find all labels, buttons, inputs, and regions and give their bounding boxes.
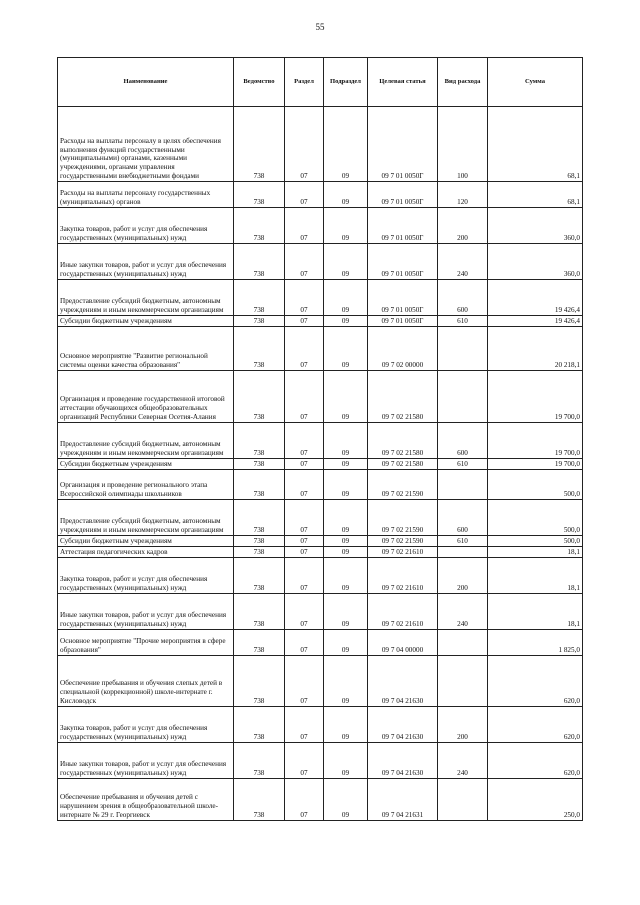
- cell-vid-rashoda: [438, 656, 488, 707]
- table-row: [58, 182, 583, 208]
- header-celevaya-statya: Целевая статья: [368, 58, 438, 107]
- cell-name: Закупка товаров, работ и услуг для обеспечения государственных (муниципальных) нужд: [58, 558, 234, 594]
- cell-celevaya-statya: 09 7 01 0050Г: [368, 280, 438, 316]
- cell-vedomstvo: 738: [234, 459, 285, 470]
- cell-celevaya-statya: 09 7 02 21580: [368, 423, 438, 459]
- cell-celevaya-statya: 09 7 02 21610: [368, 558, 438, 594]
- cell-razdel: 07: [285, 558, 324, 594]
- cell-razdel: 07: [285, 536, 324, 547]
- cell-summa: 18,1: [488, 547, 583, 558]
- cell-summa: 18,1: [488, 594, 583, 630]
- cell-name: Обеспечение пребывания и обучения детей с нарушением зрения в общеобразовательной школе-интернате № 29 г. Георгиевск: [58, 779, 234, 821]
- cell-podrazdel: 09: [324, 594, 368, 630]
- cell-name: Предоставление субсидий бюджетным, автономным учреждениям и иным некоммерческим организациям: [58, 280, 234, 316]
- cell-razdel: 07: [285, 208, 324, 244]
- cell-vid-rashoda: [438, 371, 488, 423]
- cell-podrazdel: 09: [324, 244, 368, 280]
- cell-summa: 68,1: [488, 182, 583, 208]
- cell-name: Организация и проведение государственной итоговой аттестации обучающихся общеобразовательных организаций Республики Северная Осетия-Алания: [58, 371, 234, 423]
- cell-celevaya-statya: 09 7 01 0050Г: [368, 244, 438, 280]
- cell-celevaya-statya: 09 7 02 21590: [368, 500, 438, 536]
- cell-podrazdel: 09: [324, 459, 368, 470]
- cell-vid-rashoda: 100: [438, 107, 488, 182]
- cell-razdel: 07: [285, 779, 324, 821]
- cell-podrazdel: 09: [324, 500, 368, 536]
- table-row: [58, 547, 583, 558]
- cell-vedomstvo: 738: [234, 423, 285, 459]
- cell-summa: 500,0: [488, 500, 583, 536]
- cell-podrazdel: 09: [324, 779, 368, 821]
- cell-name: Иные закупки товаров, работ и услуг для обеспечения государственных (муниципальных) нужд: [58, 594, 234, 630]
- cell-celevaya-statya: 09 7 02 21590: [368, 536, 438, 547]
- cell-name: Основное мероприятие "Развитие региональной системы оценки качества образования": [58, 327, 234, 371]
- cell-name: Иные закупки товаров, работ и услуг для обеспечения государственных (муниципальных) нужд: [58, 743, 234, 779]
- cell-razdel: 07: [285, 107, 324, 182]
- table-row: [58, 107, 583, 182]
- table-row: [58, 656, 583, 707]
- cell-vedomstvo: 738: [234, 244, 285, 280]
- table-row: [58, 630, 583, 656]
- cell-vid-rashoda: 600: [438, 280, 488, 316]
- cell-vedomstvo: 738: [234, 547, 285, 558]
- cell-razdel: 07: [285, 743, 324, 779]
- table-row: [58, 244, 583, 280]
- cell-vid-rashoda: [438, 547, 488, 558]
- cell-razdel: 07: [285, 280, 324, 316]
- cell-vid-rashoda: 600: [438, 500, 488, 536]
- table-row: [58, 208, 583, 244]
- header-summa: Сумма: [488, 58, 583, 107]
- cell-vedomstvo: 738: [234, 630, 285, 656]
- cell-podrazdel: 09: [324, 371, 368, 423]
- cell-name: Расходы на выплаты персоналу в целях обеспечения выполнения функций государственными (муниципальными) органами, казенными учреждениями, органами управления государственными внебюджетными фондами: [58, 107, 234, 182]
- budget-table: [57, 57, 583, 821]
- cell-celevaya-statya: 09 7 01 0050Г: [368, 316, 438, 327]
- table-row: [58, 423, 583, 459]
- table-row: [58, 707, 583, 743]
- cell-razdel: 07: [285, 594, 324, 630]
- cell-summa: 360,0: [488, 208, 583, 244]
- cell-razdel: 07: [285, 371, 324, 423]
- cell-razdel: 07: [285, 423, 324, 459]
- cell-podrazdel: 09: [324, 743, 368, 779]
- cell-vid-rashoda: [438, 779, 488, 821]
- cell-celevaya-statya: 09 7 02 21610: [368, 547, 438, 558]
- page-number: 55: [315, 22, 325, 32]
- header-razdel: Раздел: [285, 58, 324, 107]
- cell-vedomstvo: 738: [234, 208, 285, 244]
- header-vid-rashoda: Вид расхода: [438, 58, 488, 107]
- cell-vid-rashoda: 610: [438, 459, 488, 470]
- cell-razdel: 07: [285, 182, 324, 208]
- cell-razdel: 07: [285, 547, 324, 558]
- cell-vid-rashoda: 610: [438, 536, 488, 547]
- cell-vid-rashoda: 240: [438, 743, 488, 779]
- cell-razdel: 07: [285, 630, 324, 656]
- cell-summa: 1 825,0: [488, 630, 583, 656]
- cell-celevaya-statya: 09 7 04 21630: [368, 656, 438, 707]
- cell-celevaya-statya: 09 7 04 21630: [368, 707, 438, 743]
- cell-podrazdel: 09: [324, 423, 368, 459]
- cell-name: Аттестация педагогических кадров: [58, 547, 234, 558]
- cell-vedomstvo: 738: [234, 536, 285, 547]
- cell-podrazdel: 09: [324, 208, 368, 244]
- cell-summa: 19 426,4: [488, 280, 583, 316]
- cell-vid-rashoda: 240: [438, 594, 488, 630]
- table-row: [58, 280, 583, 316]
- cell-name: Организация и проведение регионального этапа Всероссийской олимпиады школьников: [58, 470, 234, 500]
- cell-summa: 500,0: [488, 470, 583, 500]
- cell-summa: 500,0: [488, 536, 583, 547]
- cell-vedomstvo: 738: [234, 743, 285, 779]
- cell-podrazdel: 09: [324, 316, 368, 327]
- cell-name: Иные закупки товаров, работ и услуг для обеспечения государственных (муниципальных) нужд: [58, 244, 234, 280]
- header-vedomstvo: Ведомство: [234, 58, 285, 107]
- header-name: Наименование: [58, 58, 234, 107]
- cell-celevaya-statya: 09 7 02 00000: [368, 327, 438, 371]
- cell-vid-rashoda: [438, 327, 488, 371]
- cell-vedomstvo: 738: [234, 182, 285, 208]
- cell-vedomstvo: 738: [234, 316, 285, 327]
- cell-celevaya-statya: 09 7 02 21580: [368, 371, 438, 423]
- table-row: [58, 327, 583, 371]
- cell-name: Предоставление субсидий бюджетным, автономным учреждениям и иным некоммерческим организациям: [58, 423, 234, 459]
- cell-vid-rashoda: 240: [438, 244, 488, 280]
- cell-podrazdel: 09: [324, 280, 368, 316]
- cell-vedomstvo: 738: [234, 280, 285, 316]
- cell-name: Предоставление субсидий бюджетным, автономным учреждениям и иным некоммерческим организациям: [58, 500, 234, 536]
- cell-podrazdel: 09: [324, 536, 368, 547]
- cell-summa: 19 700,0: [488, 459, 583, 470]
- header-podrazdel: Подраздел: [324, 58, 368, 107]
- cell-vedomstvo: 738: [234, 594, 285, 630]
- cell-celevaya-statya: 09 7 02 21580: [368, 459, 438, 470]
- table-row: [58, 500, 583, 536]
- cell-summa: 360,0: [488, 244, 583, 280]
- cell-razdel: 07: [285, 327, 324, 371]
- cell-podrazdel: 09: [324, 630, 368, 656]
- cell-vedomstvo: 738: [234, 470, 285, 500]
- cell-razdel: 07: [285, 656, 324, 707]
- cell-name: Субсидии бюджетным учреждениям: [58, 316, 234, 327]
- cell-vid-rashoda: 120: [438, 182, 488, 208]
- table-row: [58, 371, 583, 423]
- cell-celevaya-statya: 09 7 04 00000: [368, 630, 438, 656]
- cell-podrazdel: 09: [324, 656, 368, 707]
- cell-vid-rashoda: 610: [438, 316, 488, 327]
- cell-celevaya-statya: 09 7 04 21630: [368, 743, 438, 779]
- cell-podrazdel: 09: [324, 707, 368, 743]
- cell-summa: 620,0: [488, 707, 583, 743]
- table-row: [58, 459, 583, 470]
- cell-podrazdel: 09: [324, 327, 368, 371]
- cell-vid-rashoda: 200: [438, 707, 488, 743]
- table-row: [58, 536, 583, 547]
- cell-summa: 20 218,1: [488, 327, 583, 371]
- cell-summa: 19 700,0: [488, 371, 583, 423]
- cell-vid-rashoda: [438, 630, 488, 656]
- cell-vid-rashoda: 200: [438, 208, 488, 244]
- cell-celevaya-statya: 09 7 01 0050Г: [368, 208, 438, 244]
- cell-razdel: 07: [285, 470, 324, 500]
- cell-razdel: 07: [285, 244, 324, 280]
- cell-summa: 68,1: [488, 107, 583, 182]
- cell-razdel: 07: [285, 459, 324, 470]
- cell-podrazdel: 09: [324, 107, 368, 182]
- cell-vid-rashoda: 200: [438, 558, 488, 594]
- cell-summa: 19 700,0: [488, 423, 583, 459]
- table-row: [58, 470, 583, 500]
- cell-podrazdel: 09: [324, 558, 368, 594]
- cell-name: Расходы на выплаты персоналу государственных (муниципальных) органов: [58, 182, 234, 208]
- cell-celevaya-statya: 09 7 02 21610: [368, 594, 438, 630]
- cell-name: Субсидии бюджетным учреждениям: [58, 536, 234, 547]
- cell-vedomstvo: 738: [234, 107, 285, 182]
- cell-podrazdel: 09: [324, 182, 368, 208]
- cell-vedomstvo: 738: [234, 500, 285, 536]
- cell-name: Основное мероприятие "Прочие мероприятия в сфере образования": [58, 630, 234, 656]
- table-row: [58, 316, 583, 327]
- table-body: [58, 107, 583, 821]
- table-row: [58, 779, 583, 821]
- cell-vedomstvo: 738: [234, 371, 285, 423]
- cell-vedomstvo: 738: [234, 779, 285, 821]
- cell-celevaya-statya: 09 7 01 0050Г: [368, 107, 438, 182]
- cell-vedomstvo: 738: [234, 707, 285, 743]
- table-row: [58, 594, 583, 630]
- table-header-row: [58, 58, 583, 107]
- cell-podrazdel: 09: [324, 547, 368, 558]
- cell-vedomstvo: 738: [234, 656, 285, 707]
- cell-summa: 19 426,4: [488, 316, 583, 327]
- table-row: [58, 558, 583, 594]
- cell-celevaya-statya: 09 7 02 21590: [368, 470, 438, 500]
- cell-celevaya-statya: 09 7 01 0050Г: [368, 182, 438, 208]
- cell-razdel: 07: [285, 500, 324, 536]
- cell-summa: 620,0: [488, 656, 583, 707]
- cell-name: Закупка товаров, работ и услуг для обеспечения государственных (муниципальных) нужд: [58, 208, 234, 244]
- cell-name: Обеспечение пребывания и обучения слепых детей в специальной (коррекционной) школе-интернате г. Кисловодск: [58, 656, 234, 707]
- cell-summa: 620,0: [488, 743, 583, 779]
- cell-vid-rashoda: 600: [438, 423, 488, 459]
- table-row: [58, 743, 583, 779]
- cell-summa: 250,0: [488, 779, 583, 821]
- cell-podrazdel: 09: [324, 470, 368, 500]
- cell-vedomstvo: 738: [234, 327, 285, 371]
- cell-vid-rashoda: [438, 470, 488, 500]
- cell-vedomstvo: 738: [234, 558, 285, 594]
- cell-razdel: 07: [285, 316, 324, 327]
- cell-name: Закупка товаров, работ и услуг для обеспечения государственных (муниципальных) нужд: [58, 707, 234, 743]
- cell-name: Субсидии бюджетным учреждениям: [58, 459, 234, 470]
- cell-razdel: 07: [285, 707, 324, 743]
- cell-summa: 18,1: [488, 558, 583, 594]
- cell-celevaya-statya: 09 7 04 21631: [368, 779, 438, 821]
